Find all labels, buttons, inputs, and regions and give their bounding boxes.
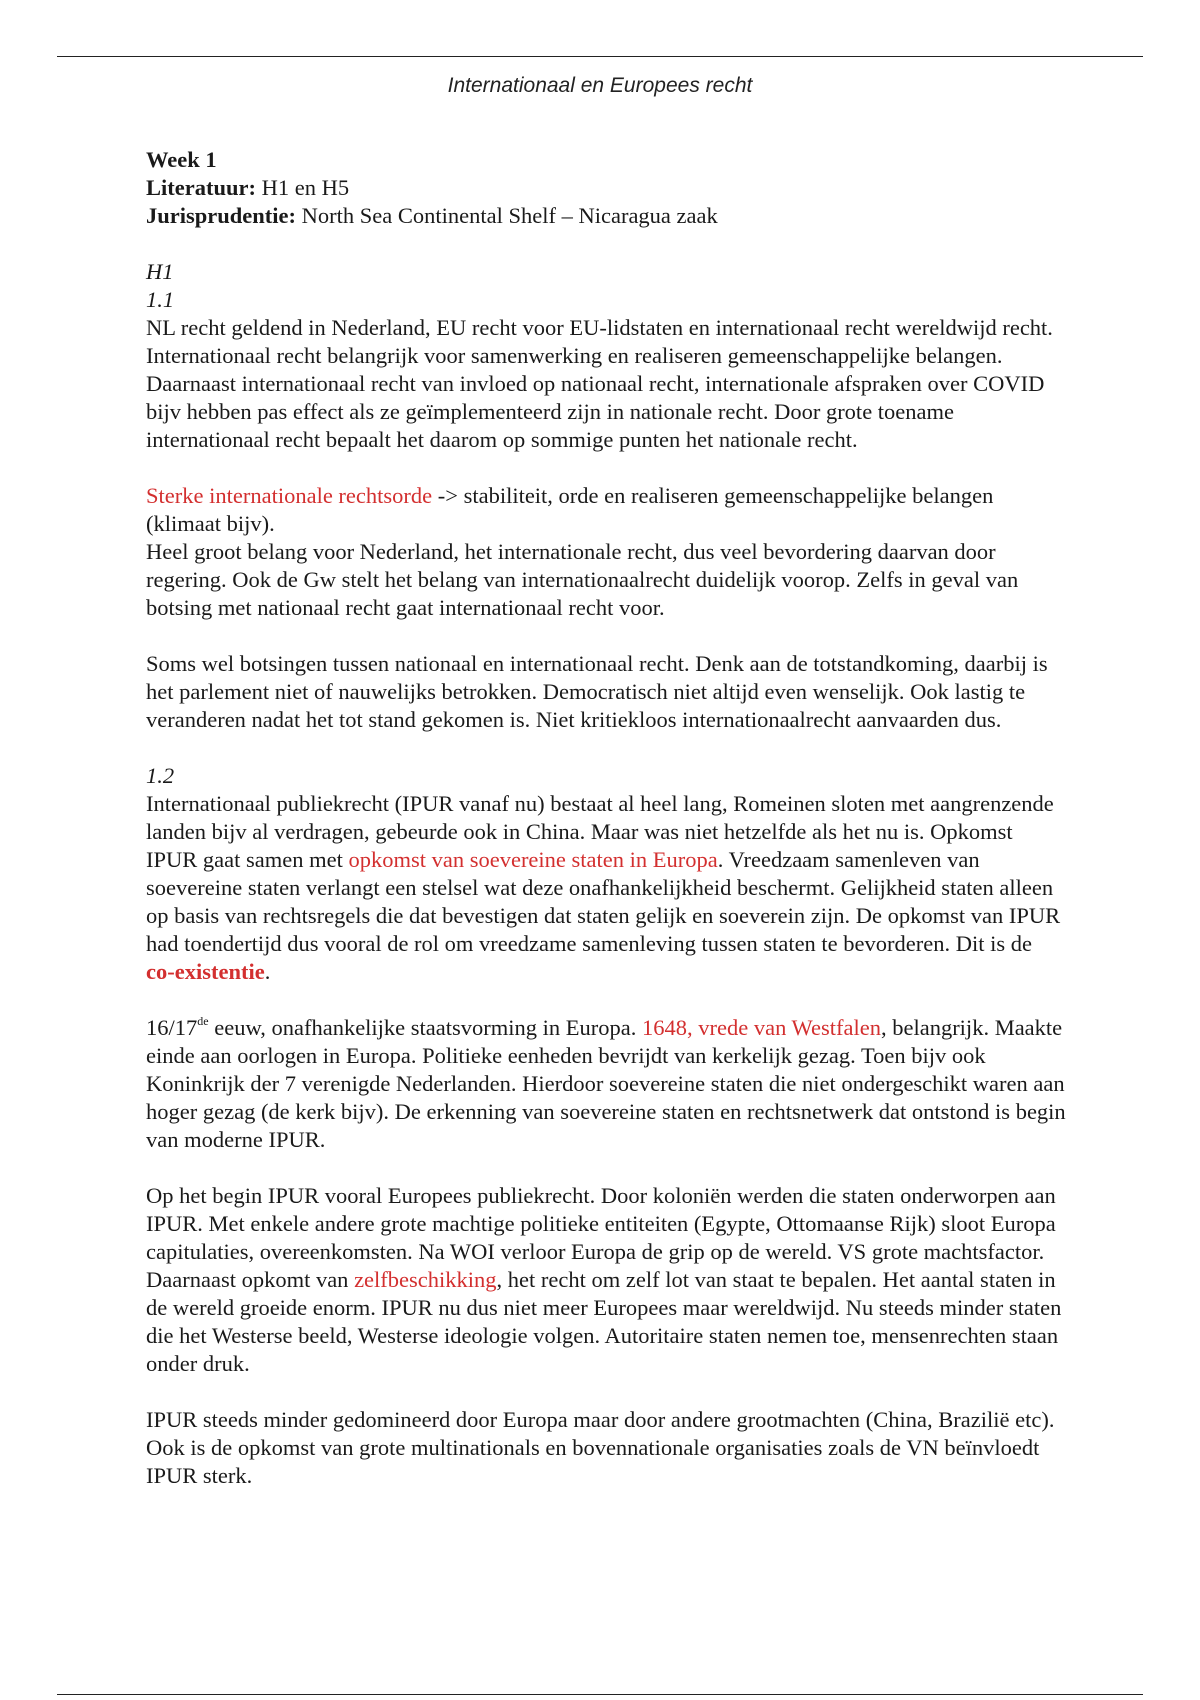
paragraph-5: Soms wel botsingen tussen nationaal en internationaal recht. Denk aan de totstandkoming, daarbij is het parlement niet of nauwelijks betrokken. Democratisch niet altijd even wenselijk. Ook lastig te veranderen nadat het tot stand gekomen is. Niet kritiekloos internationaalrecht aanvaarden dus. bbox=[146, 651, 1048, 732]
paragraph-3: Sterke internationale rechtsorde -> stabiliteit, orde en realiseren gemeenschappelijke belangen (klimaat bijv). bbox=[146, 483, 994, 536]
paragraph-7: 16/17de eeuw, onafhankelijke staatsvorming in Europa. 1648, vrede van Westfalen, belangrijk. Maakte einde aan oorlogen in Europa. Politieke eenheden bevrijdt van kerkelijk gezag. Toen bijv ook Koninkrijk der 7 verenigde Nederlanden. Hierdoor soevereine staten die niet ondergeschikt waren aan hoger gezag (de kerk bijv). De erkenning van soevereine staten en rechtsnetwerk dat ontstond is begin van moderne IPUR. bbox=[146, 1013, 1066, 1152]
week-heading: Week 1 bbox=[146, 147, 217, 172]
literatuur-line: Literatuur: H1 en H5 bbox=[146, 175, 350, 200]
paragraph-1: NL recht geldend in Nederland, EU recht voor EU-lidstaten en internationaal recht wereldwijd recht. Internationaal recht belangrijk voor samenwerking en realiseren gemeenschappelijke belangen. bbox=[146, 315, 1053, 368]
subsection-heading-1-2: 1.2 bbox=[146, 763, 175, 788]
running-header: Internationaal en Europees recht bbox=[447, 74, 753, 97]
paragraph-6: Internationaal publiekrecht (IPUR vanaf nu) bestaat al heel lang, Romeinen sloten met aangrenzende landen bijv al verdragen, gebeurde ook in China. Maar was niet hetzelfde als het nu is. Opkomst IPUR gaat samen met opkomst van soevereine staten in Europa. Vreedzaam samenleven van soevereine staten verlangt een stelsel wat deze onafhankelijkheid beschermt. Gelijkheid staten alleen op basis van rechtsregels die dat bevestigen dat staten gelijk en soeverein zijn. De opkomst van IPUR had toendertijd dus vooral de rol om vreedzame samenleving tussen staten te bevorderen. Dit is de co-existentie. bbox=[146, 791, 1061, 984]
highlight-term-bold: co-existentie bbox=[146, 959, 265, 984]
jurisprudentie-line: Jurisprudentie: North Sea Continental Shelf – Nicaragua zaak bbox=[146, 203, 718, 228]
highlight-term: Sterke internationale rechtsorde bbox=[146, 483, 433, 508]
chapter-heading-h1: H1 bbox=[146, 259, 174, 284]
paragraph-4: Heel groot belang voor Nederland, het internationale recht, dus veel bevordering daarvan door regering. Ook de Gw stelt het belang van internationaalrecht duidelijk voorop. Zelfs in geval van botsing met nationaal recht gaat internationaal recht voor. bbox=[146, 539, 1019, 620]
paragraph-9: IPUR steeds minder gedomineerd door Europa maar door andere grootmachten (China, Brazilië etc). Ook is de opkomst van grote multinationals en bovennationale organisaties zoals de VN beïnvloedt IPUR sterk. bbox=[146, 1407, 1055, 1488]
paragraph-8: Op het begin IPUR vooral Europees publiekrecht. Door koloniën werden die staten onderworpen aan IPUR. Met enkele andere grote machtige politieke entiteiten (Egypte, Ottomaanse Rijk) sloot Europa capitulaties, overeenkomsten. Na WOI verloor Europa de grip op de wereld. VS grote machtsfactor. Daarnaast opkomt van zelfbeschikking, het recht om zelf lot van staat te bepalen. Het aantal staten in de wereld groeide enorm. IPUR nu dus niet meer Europees maar wereldwijd. Nu steeds minder staten die het Westerse beeld, Westerse ideologie volgen. Autoritaire staten nemen toe, mensenrechten staan onder druk. bbox=[146, 1183, 1062, 1376]
paragraph-2: Daarnaast internationaal recht van invloed op nationaal recht, internationale afspraken over COVID bijv hebben pas effect als ze geïmplementeerd zijn in nationale recht. Door grote toename internationaal recht bepaalt het daarom op sommige punten het nationale recht. bbox=[146, 371, 1045, 452]
subsection-heading-1-1: 1.1 bbox=[146, 287, 175, 312]
highlight-term: 1648, vrede van Westfalen bbox=[642, 1015, 881, 1040]
highlight-term: opkomst van soevereine staten in Europa bbox=[348, 847, 718, 872]
bottom-rule bbox=[57, 1694, 1143, 1695]
top-rule bbox=[57, 56, 1143, 57]
document-body bbox=[146, 146, 1066, 1490]
highlight-term: zelfbeschikking bbox=[354, 1267, 497, 1292]
